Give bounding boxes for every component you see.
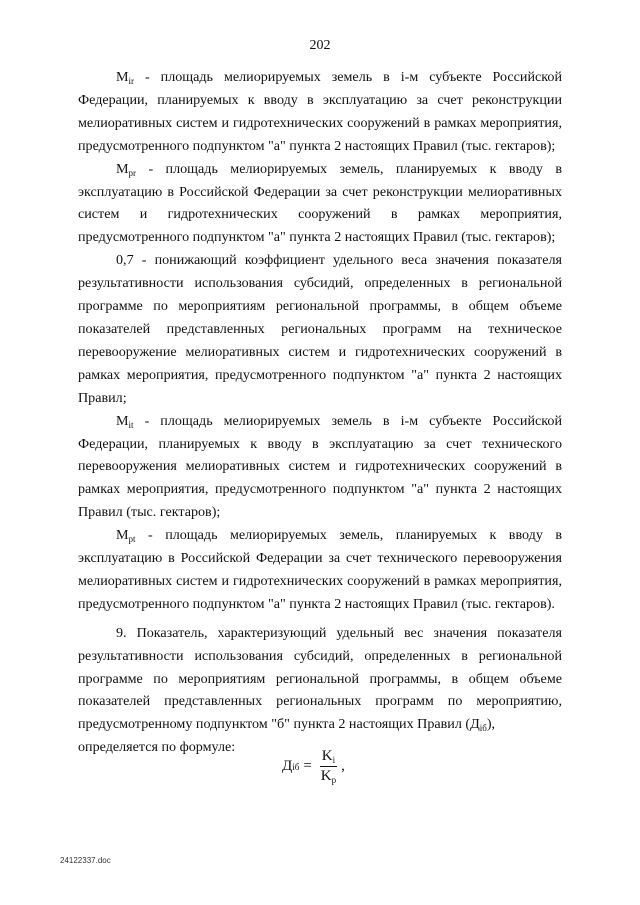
paragraph-text: 9. Показатель, характеризующий удельный вес значения показателя результативности использования субсидий, определенных в региональной программе по мероприятиям региональной программы, в общем объеме показателей представленных региональных программ по мероприятию, предусмотренному подпунктом "б" пункта 2 настоящих Правил ( bbox=[78, 624, 562, 733]
formula-denominator: $K_p$ bbox=[320, 768, 337, 785]
document-id: 24122337.doc bbox=[60, 856, 111, 865]
paragraph-text: - площадь мелиорируемых земель, планируемых к вводу в эксплуатацию в Российской Федерации за счет реконструкции мелиоративных систем и гидротехнических сооружений в рамках мероприятия, предусмотренного подпунктом "а" пункта 2 настоящих Правил (тыс. гектаров); bbox=[78, 160, 562, 246]
symbol: M bbox=[116, 160, 129, 177]
document-body bbox=[78, 66, 562, 759]
symbol-subscript: it bbox=[128, 419, 134, 430]
paragraph-tail: ), bbox=[486, 716, 496, 733]
page-number: 202 bbox=[309, 38, 331, 53]
formula: Д iб = $\frac{K_i}{K_p}$ , bbox=[282, 748, 345, 785]
formula-end: , bbox=[341, 758, 345, 774]
paragraph-text: - площадь мелиорируемых земель в i-м субъекте Российской Федерации, планируемых к вводу в эксплуатацию за счет реконструкции мелиоративных систем и гидротехнических сооружений в рамках мероприятия, предусмотренного подпунктом "а" пункта 2 настоящих Правил (тыс. гектаров); bbox=[78, 69, 562, 154]
paragraph-coefficient: 0,7 - понижающий коэффициент удельного веса значения показателя результативности использования субсидий, определенных в региональной программе по мероприятиям региональной программы, в общем объеме показателей представленных региональных программ на техническое перевооружение мелиоративных систем и гидротехнических сооружений в рамках мероприятия, предусмотренного подпунктом "а" пункта 2 настоящих Правил; bbox=[78, 252, 562, 406]
symbol: M bbox=[116, 412, 129, 429]
paragraph-formula-intro: определяется по формуле: bbox=[78, 739, 236, 756]
paragraph-text: - площадь мелиорируемых земель в i-м субъекте Российской Федерации, планируемых к вводу в эксплуатацию за счет технического перевооружения мелиоративных систем и гидротехнических сооружений в рамках мероприятия, предусмотренного подпунктом "а" пункта 2 настоящих Правил (тыс. гектаров); bbox=[78, 412, 562, 521]
formula-lhs: Д bbox=[282, 758, 293, 774]
symbol-subscript: ir bbox=[128, 76, 135, 86]
paragraph-m-pr bbox=[78, 158, 562, 250]
paragraph-m-ir bbox=[78, 66, 562, 158]
symbol: M bbox=[116, 527, 129, 544]
symbol-subscript: pt bbox=[128, 534, 136, 545]
symbol: Д bbox=[470, 716, 480, 733]
paragraph-text: - площадь мелиорируемых земель, планируемых к вводу в эксплуатацию в Российской Федерации за счет технического перевооружения мелиоративных систем и гидротехнических сооружений в рамках мероприятия, предусмотренного подпунктом "а" пункта 2 настоящих Правил (тыс. гектаров). bbox=[78, 527, 562, 612]
paragraph-m-it bbox=[78, 410, 562, 525]
paragraph-m-pt bbox=[78, 524, 562, 616]
paragraph-item-9 bbox=[78, 622, 562, 737]
symbol-subscript: pr bbox=[128, 167, 137, 178]
formula-equals: = bbox=[303, 758, 312, 774]
formula-fraction bbox=[319, 748, 338, 785]
symbol: M bbox=[116, 69, 129, 85]
symbol-subscript: iб bbox=[479, 723, 487, 734]
formula-numerator: $K_i$ bbox=[321, 748, 336, 765]
